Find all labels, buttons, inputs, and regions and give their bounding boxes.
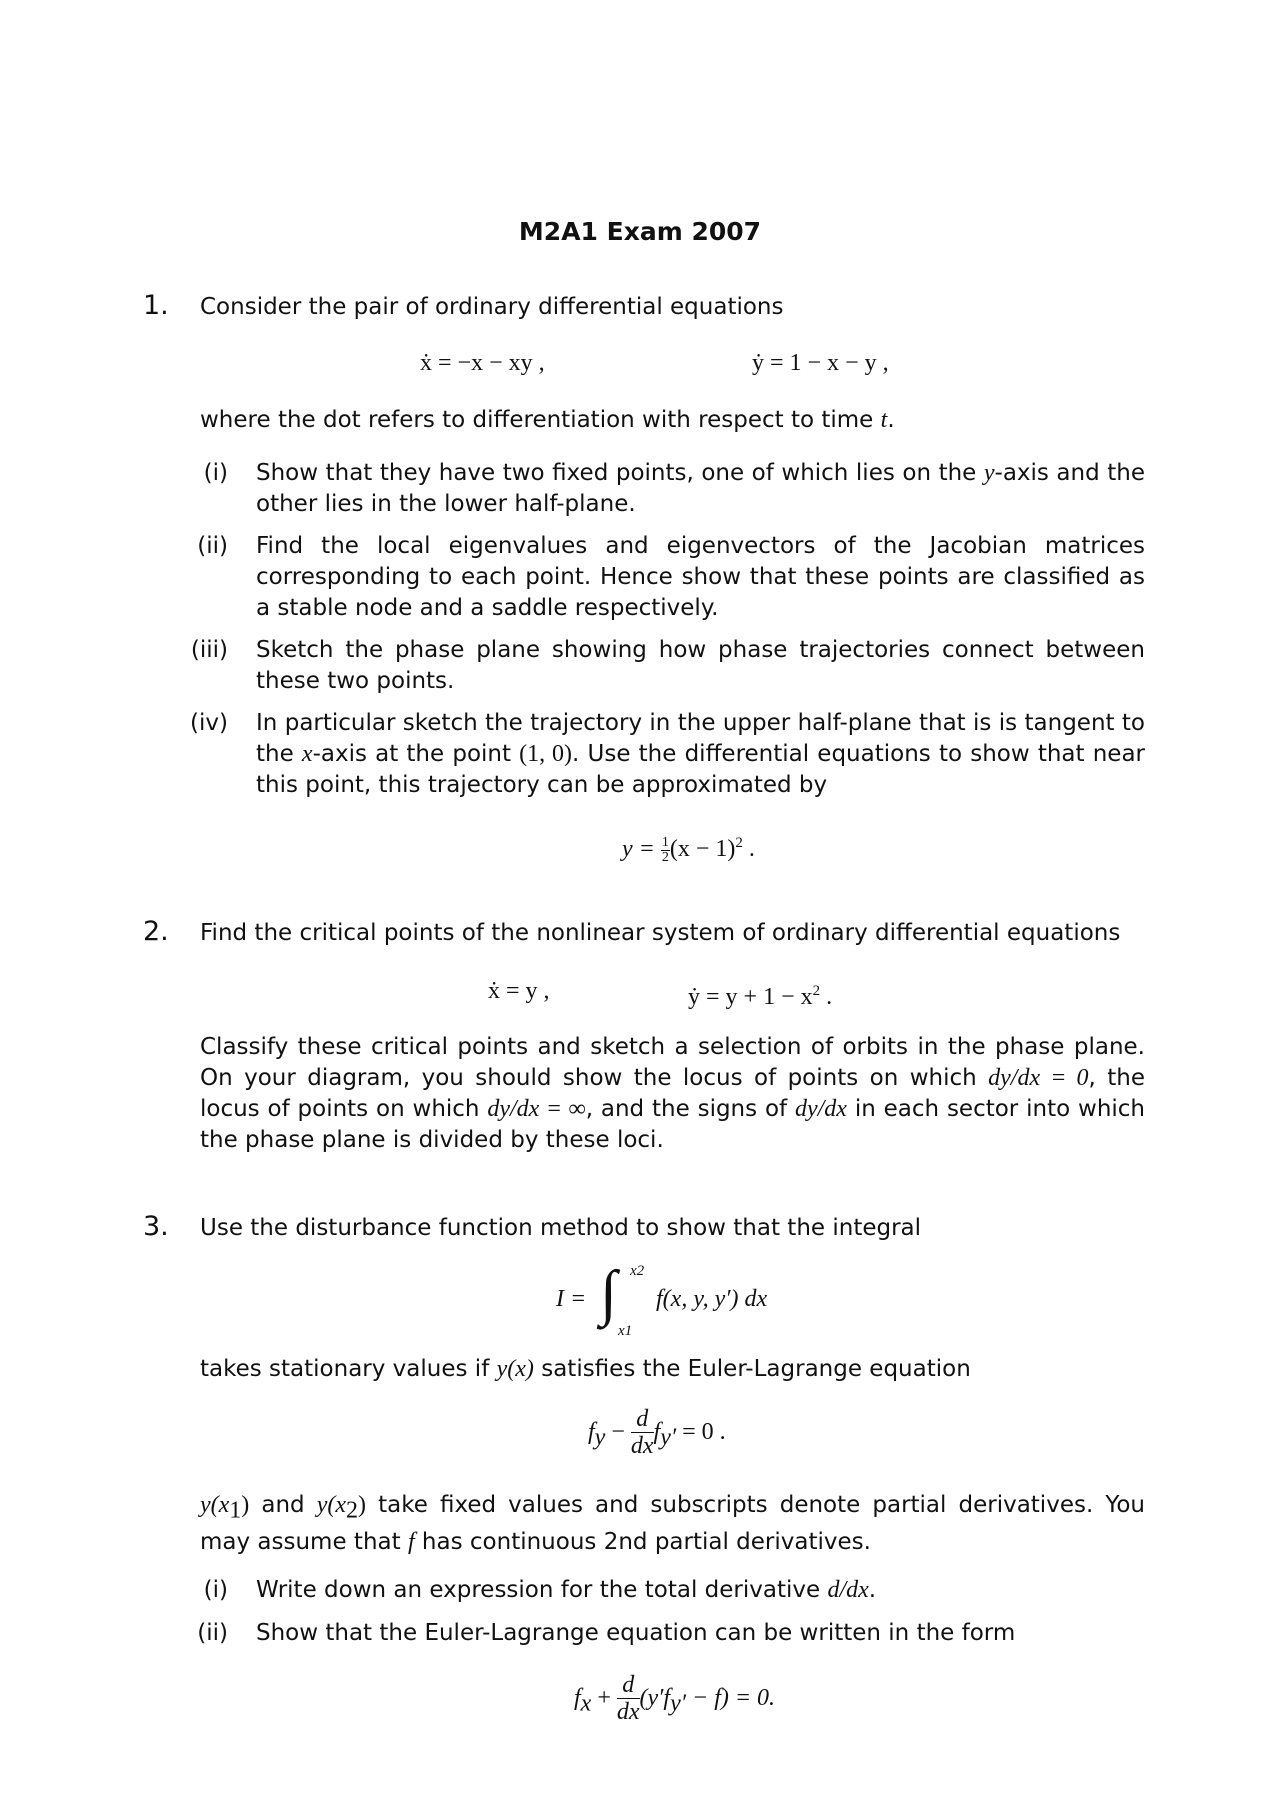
question-1-number: 1. bbox=[143, 290, 169, 321]
q3-euler-lagrange-equation: $f_y$ − $\frac{d}{dx}$ $f_{y'} = 0$ . bbox=[588, 1406, 726, 1459]
q1-equation-x: ẋ = −x − xy , bbox=[420, 350, 545, 376]
q1-part-text: Find the local eigenvalues and eigenvectors of the Jacobian matrices corresponding to each point. Hence show that these points are classified as a stable node and a saddle respectively. bbox=[256, 533, 1145, 621]
q3-stationary-text: takes stationary values if y(x) satisfies the Euler-Lagrange equation bbox=[200, 1356, 971, 1382]
q3-final-equation: $f_x$ + $\frac{d}{dx}$ $(y'f_{y'} - f) = 0$. bbox=[574, 1672, 776, 1725]
q1-part-label: (iii) bbox=[190, 637, 228, 663]
q1-part-label: (i) bbox=[203, 460, 228, 486]
q3-part-label: (ii) bbox=[197, 1620, 228, 1646]
q1-part-text: Sketch the phase plane showing how phase trajectories connect between these two points. bbox=[256, 637, 1145, 694]
question-3-number: 3. bbox=[143, 1211, 169, 1242]
q1-equation-y: ẏ = 1 − x − y , bbox=[752, 350, 889, 376]
q1-part-text: In particular sketch the trajectory in the upper half-plane that is is tangent to the x-axis at the point (1, 0). Use the differential equations to show that near this point, this trajectory can be approximated by bbox=[256, 710, 1145, 798]
q3-part-text: Write down an expression for the total derivative d/dx. bbox=[256, 1577, 877, 1603]
question-2-number: 2. bbox=[143, 916, 169, 947]
q2-equation-y: ẏ = $y + 1 - x^2$ . bbox=[688, 983, 833, 1010]
question-3-intro: Use the disturbance function method to show that the integral bbox=[200, 1215, 922, 1241]
q3-part-text: Show that the Euler-Lagrange equation can be written in the form bbox=[256, 1620, 1016, 1646]
q1-part-text: Show that they have two fixed points, one of which lies on the y-axis and the other lies in the lower half-plane. bbox=[256, 460, 1145, 517]
q1-after-text: where the dot refers to differentiation with respect to time t. bbox=[200, 407, 895, 433]
q1-part-label: (ii) bbox=[197, 533, 228, 559]
q3-part-label: (i) bbox=[203, 1577, 228, 1603]
q3-fixed-values-text: $y(x_1)$ and $y(x_2)$ take fixed values and subscripts denote partial derivatives. You may assume that f has continuous 2nd partial derivatives. bbox=[200, 1492, 1145, 1555]
page-title: M2A1 Exam 2007 bbox=[518, 217, 762, 246]
q2-equation-x: ẋ = y , bbox=[488, 978, 550, 1004]
question-2-body: Classify these critical points and sketch a selection of orbits in the phase plane. On your diagram, you should show the locus of points on which dy/dx = 0, the locus of points on which dy/dx = ∞, and the signs of dy/dx in each sector into which the phase plane is divided by these loci. bbox=[200, 1034, 1146, 1153]
question-2-intro: Find the critical points of the nonlinear system of ordinary differential equations bbox=[200, 920, 1121, 946]
q1-part-label: (iv) bbox=[190, 710, 228, 736]
question-1-intro: Consider the pair of ordinary differential equations bbox=[200, 294, 784, 320]
q3-integral-equation: I = ∫ x2 x1 f(x, y, y′) dx bbox=[556, 1259, 768, 1339]
q1-approx-equation: y = $\frac{1}{2}$ $(x - 1)^2$ . bbox=[622, 834, 755, 865]
